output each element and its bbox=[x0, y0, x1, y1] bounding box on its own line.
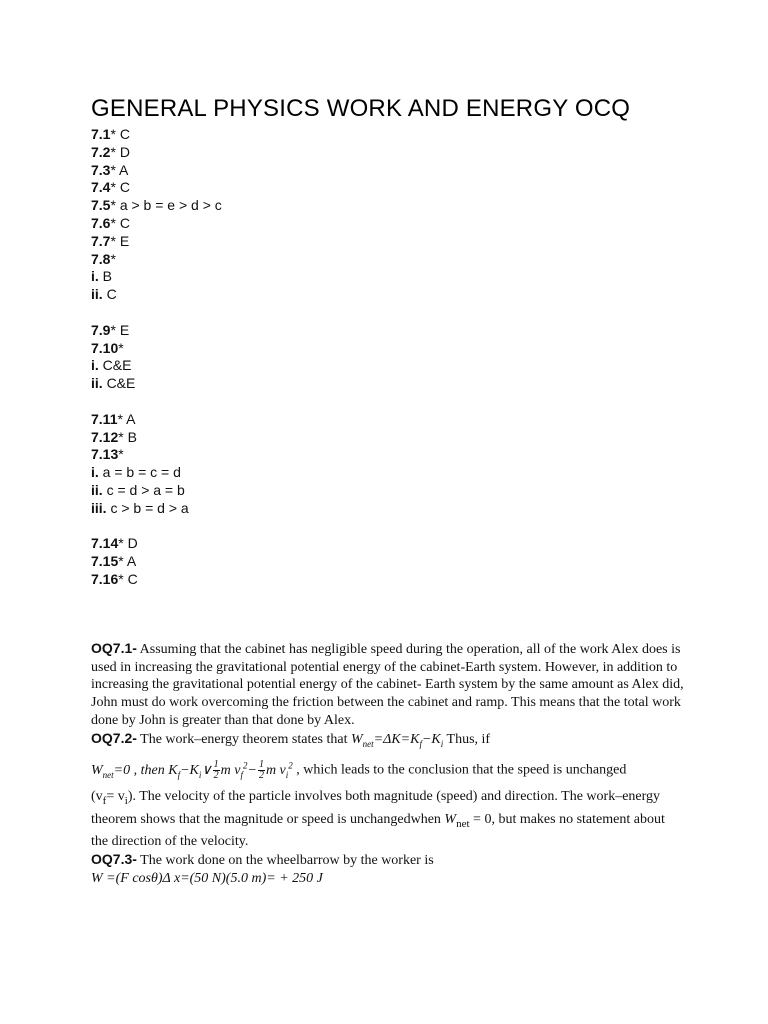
answer-star: * bbox=[118, 428, 128, 445]
answer-row bbox=[91, 251, 691, 269]
answer-row bbox=[91, 340, 691, 358]
answer-value: B bbox=[102, 268, 113, 285]
answer-star: * bbox=[110, 197, 120, 214]
answer-number: 7.13 bbox=[91, 446, 119, 463]
answer-value: C bbox=[119, 126, 130, 142]
answer-number: i. bbox=[91, 268, 99, 285]
answer-number: 7.14 bbox=[91, 535, 119, 552]
answer-star: * bbox=[118, 339, 124, 356]
answer-star: * bbox=[117, 410, 127, 427]
answer-row bbox=[91, 553, 691, 571]
fraction-half: $\frac{1}{2}$ bbox=[213, 758, 219, 781]
answer-star: * bbox=[110, 321, 120, 338]
answer-row bbox=[91, 464, 691, 482]
oq-label: OQ7.3- bbox=[91, 850, 137, 867]
answer-number: ii. bbox=[91, 481, 103, 498]
answer-star: * bbox=[118, 535, 128, 552]
answer-number: 7.9 bbox=[91, 321, 111, 338]
oq-label: OQ7.2- bbox=[91, 729, 137, 746]
answer-list bbox=[91, 126, 691, 589]
oq-text: , which leads to the conclusion that the speed is unchanged bbox=[292, 762, 627, 778]
answer-value: C bbox=[106, 286, 117, 303]
answer-row bbox=[91, 482, 691, 500]
answer-row bbox=[91, 179, 691, 197]
answer-number: iii. bbox=[91, 499, 107, 516]
answer-star: * bbox=[110, 126, 120, 142]
answer-row bbox=[91, 411, 691, 429]
answer-star: * bbox=[118, 570, 128, 587]
answer-star: * bbox=[118, 553, 127, 570]
oq-text: Assuming that the cabinet has negligible speed during the operation, all of the work Alex does is used in increasing the gravitational potential energy of the cabinet-Earth system. However, in addition to increasing the gravitational potential energy of the cabinet- Earth system by the same amount as Alex did, John must do work overcoming the friction between the cabinet and ramp. This means that the total work done by John is greater than that done by Alex. bbox=[91, 642, 684, 728]
answer-number: i. bbox=[91, 357, 99, 374]
answer-row bbox=[91, 233, 691, 251]
answer-number: i. bbox=[91, 464, 99, 481]
answer-row bbox=[91, 286, 691, 304]
answer-value: C bbox=[119, 214, 130, 231]
answer-value: C&E bbox=[102, 357, 132, 374]
answer-row bbox=[91, 375, 691, 393]
answer-number: 7.10 bbox=[91, 339, 119, 356]
blank-line bbox=[91, 393, 691, 411]
answer-value: C bbox=[127, 570, 138, 587]
answer-row bbox=[91, 322, 691, 340]
answer-number: 7.5 bbox=[91, 197, 111, 214]
oq-text: The work–energy theorem states that bbox=[136, 731, 351, 747]
oq-text: Thus, if bbox=[443, 731, 491, 747]
fraction-half: $\frac{1}{2}$ bbox=[258, 758, 264, 781]
answer-row bbox=[91, 162, 691, 180]
answer-star: * bbox=[110, 179, 120, 196]
answer-value: A bbox=[126, 553, 137, 570]
answer-row bbox=[91, 197, 691, 215]
oq-label: OQ7.1- bbox=[91, 640, 137, 656]
oq-7-1 bbox=[91, 640, 685, 730]
answer-number: ii. bbox=[91, 286, 103, 303]
answer-row bbox=[91, 500, 691, 518]
answer-value: A bbox=[126, 410, 136, 427]
answer-number: 7.6 bbox=[91, 214, 111, 231]
answer-number: ii. bbox=[91, 375, 103, 392]
oq-text: The work done on the wheelbarrow by the worker is bbox=[136, 852, 434, 868]
answer-number: 7.11 bbox=[91, 410, 118, 427]
answer-row bbox=[91, 126, 691, 144]
answer-value: a > b = e > d > c bbox=[119, 197, 222, 214]
answer-star: * bbox=[110, 232, 120, 249]
answer-value: D bbox=[127, 535, 138, 552]
answer-row bbox=[91, 215, 691, 233]
answer-row bbox=[91, 571, 691, 589]
answer-number: 7.3 bbox=[91, 161, 111, 178]
answer-number: 7.16 bbox=[91, 570, 119, 587]
answer-number: 7.8 bbox=[91, 250, 111, 267]
answer-value: B bbox=[127, 428, 137, 445]
equation-work-energy: $W_{net}=\Delta K=K_f-K_i$ bbox=[351, 731, 444, 749]
equation-zero-work: $W_{net}=0$ , then $K_f-K_i\vee$ $\frac{1}{2}$ m $v_f^2-$ $\frac{1}{2}$ m $v_i^2$ bbox=[91, 758, 293, 781]
answer-row bbox=[91, 144, 691, 162]
answer-star: * bbox=[110, 143, 120, 160]
answer-number: 7.12 bbox=[91, 428, 119, 445]
answer-value: E bbox=[119, 321, 130, 338]
answer-row bbox=[91, 429, 691, 447]
answer-value: C bbox=[119, 179, 130, 196]
answer-row bbox=[91, 535, 691, 553]
oq-7-2 bbox=[91, 730, 685, 754]
answer-star: * bbox=[110, 161, 120, 178]
answer-value: c = d > a = b bbox=[106, 481, 185, 498]
oq-7-2-cont bbox=[91, 757, 685, 784]
oq-7-3 bbox=[91, 851, 685, 870]
blank-line bbox=[91, 304, 691, 322]
answer-number: 7.15 bbox=[91, 553, 119, 570]
oq-7-3-equation: W =(F cosθ)Δ x=(50 N)(5.0 m)= + 250 J bbox=[91, 870, 323, 886]
answer-value: D bbox=[119, 143, 130, 160]
oq-7-2-end: $(v_f= v_i)$. The velocity of the particle involves both magnitude (speed) and direction. The work–energy theorem shows that the magnitude or speed is unchangedwhen $W_{net} = 0$, but makes no statement about the direction of the velocity. bbox=[91, 789, 665, 850]
answer-value: A bbox=[119, 161, 129, 178]
answer-number: 7.4 bbox=[91, 179, 111, 196]
answer-value: E bbox=[119, 232, 130, 249]
blank-line bbox=[91, 518, 691, 536]
open-questions-section bbox=[91, 640, 685, 887]
answer-value: c > b = d > a bbox=[110, 499, 189, 516]
answer-row bbox=[91, 268, 691, 286]
answer-star: * bbox=[110, 250, 116, 267]
answer-row bbox=[91, 446, 691, 464]
page-title: GENERAL PHYSICS WORK AND ENERGY OCQ bbox=[91, 95, 631, 122]
answer-number: 7.1 bbox=[91, 126, 111, 142]
answer-value: a = b = c = d bbox=[102, 464, 181, 481]
answer-star: * bbox=[118, 446, 124, 463]
answer-value: C&E bbox=[106, 375, 136, 392]
answer-number: 7.7 bbox=[91, 232, 111, 249]
answer-key-section bbox=[91, 94, 691, 589]
answer-row bbox=[91, 357, 691, 375]
answer-number: 7.2 bbox=[91, 143, 111, 160]
answer-star: * bbox=[110, 214, 120, 231]
